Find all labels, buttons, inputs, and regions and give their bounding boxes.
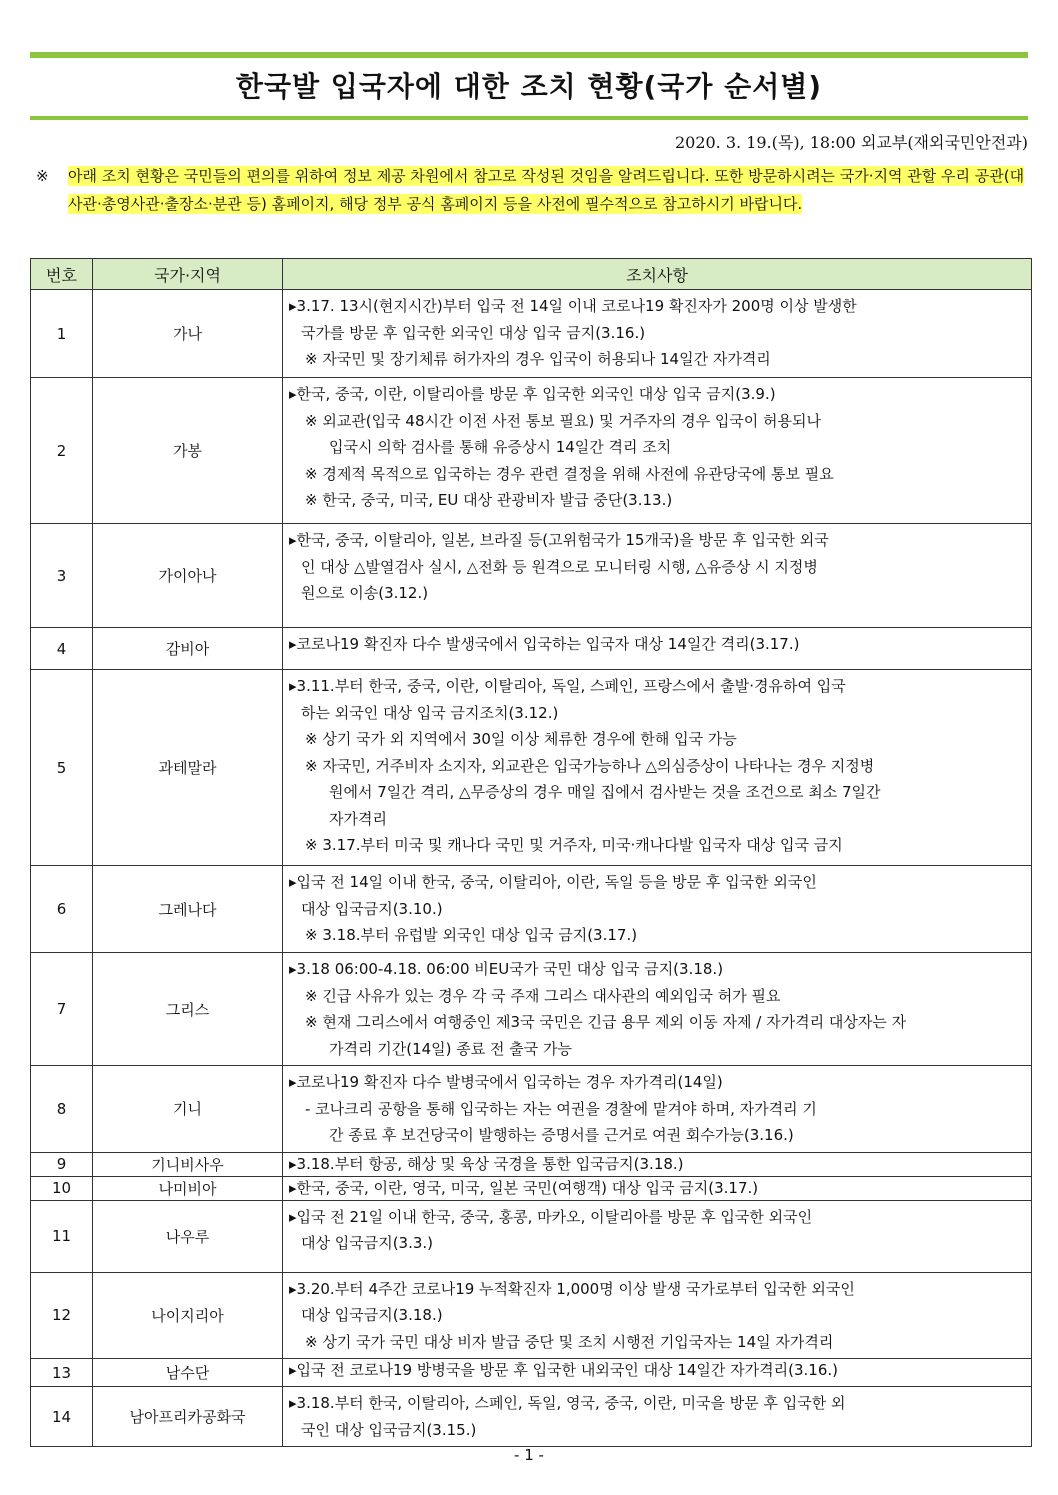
table-row: [31, 1359, 1032, 1387]
row-country: 남수단: [93, 1359, 283, 1387]
row-number: 14: [31, 1387, 93, 1447]
measure-line: 국가를 방문 후 입국한 외국인 대상 입국 금지(3.16.): [301, 323, 646, 342]
row-country: 가봉: [93, 378, 283, 524]
date-line: 2020. 3. 19.(목), 18:00 외교부(재외국민안전과): [674, 133, 1028, 152]
row-country: 가이아나: [93, 524, 283, 628]
notice: [36, 162, 1026, 218]
row-number: 3: [31, 524, 93, 628]
row-measures: [283, 670, 1032, 866]
row-measures: [283, 1200, 1032, 1272]
row-number: 12: [31, 1272, 93, 1359]
measure-line: ※ 긴급 사유가 있는 경우 각 국 주재 그리스 대사관의 예외입국 허가 필요: [305, 986, 781, 1005]
measure-line: 자가격리: [329, 809, 387, 828]
row-measures: [283, 290, 1032, 378]
row-number: 1: [31, 290, 93, 378]
measure-line: ※ 3.17.부터 미국 및 캐나다 국민 및 거주자, 미국·캐나다발 입국자 대상 입국 금지: [305, 836, 843, 854]
measure-line: ※ 경제적 목적으로 입국하는 경우 관련 결정을 위해 사전에 유관당국에 통보 필요: [305, 464, 834, 483]
measure-line: ▸3.18 06:00-4.18. 06:00 비EU국가 국민 대상 입국 금지(3.18.): [289, 960, 724, 978]
measure-line: ▸코로나19 확진자 다수 발생국에서 입국하는 입국자 대상 14일간 격리(3.17.): [289, 635, 800, 653]
row-measures: [283, 1176, 1032, 1200]
table-row: [31, 1387, 1032, 1447]
measure-line: ▸입국 전 21일 이내 한국, 중국, 홍콩, 마카오, 이탈리아를 방문 후 입국한 외국인: [289, 1207, 813, 1226]
measure-line: 원에서 7일간 격리, △무증상의 경우 매일 집에서 검사받는 것을 조건으로 최소 7일간: [329, 783, 881, 801]
row-country: 기니: [93, 1066, 283, 1153]
row-number: 13: [31, 1359, 93, 1387]
table-row: [31, 1176, 1032, 1200]
header-measures: 조치사항: [283, 259, 1032, 290]
table-body: [31, 290, 1032, 1447]
measure-line: 대상 입국금지(3.10.): [301, 899, 443, 918]
measure-line: ※ 현재 그리스에서 여행중인 제3국 국민은 긴급 용무 제외 이동 자제 / 자가격리 대상자는 자: [305, 1013, 907, 1031]
page-number: - 1 -: [514, 1446, 544, 1464]
measure-line: ▸3.20.부터 4주간 코로나19 누적확진자 1,000명 이상 발생 국가로부터 입국한 외국인: [289, 1279, 855, 1298]
measure-line: ※ 외교관(입국 48시간 이전 사전 통보 필요) 및 거주자의 경우 입국이 허용되나: [305, 411, 822, 430]
measure-line: ※ 3.18.부터 유럽발 외국인 대상 입국 금지(3.17.): [305, 926, 638, 944]
table-row: [31, 1066, 1032, 1153]
measure-line: ※ 상기 국가 국민 대상 비자 발급 중단 및 조치 시행전 기입국자는 14일 자가격리: [305, 1332, 834, 1351]
measure-line: 간 종료 후 보건당국이 발행하는 증명서를 근거로 여권 회수가능(3.16.): [329, 1126, 794, 1144]
measure-line: 원으로 이송(3.12.): [301, 584, 429, 602]
measure-line: ※ 한국, 중국, 미국, EU 대상 관광비자 발급 중단(3.13.): [305, 491, 673, 509]
table-row: [31, 1200, 1032, 1272]
measure-line: 가격리 기간(14일) 종료 전 출국 가능: [329, 1039, 573, 1058]
measure-line: ▸코로나19 확진자 다수 발병국에서 입국하는 경우 자가격리(14일): [289, 1073, 723, 1091]
measure-line: - 코나크리 공항을 통해 입국하는 자는 여권을 경찰에 맡겨야 하며, 자가격리 기: [305, 1099, 817, 1118]
table-row: [31, 378, 1032, 524]
row-measures: [283, 628, 1032, 670]
title-bottom-rule: [30, 116, 1028, 120]
notice-mark: ※: [36, 167, 49, 185]
measure-line: ▸한국, 중국, 이란, 이탈리아를 방문 후 입국한 외국인 대상 입국 금지(3.9.): [289, 385, 776, 403]
row-measures: [283, 1152, 1032, 1176]
table-row: [31, 524, 1032, 628]
row-number: 7: [31, 953, 93, 1066]
row-number: 9: [31, 1152, 93, 1176]
measure-line: 하는 외국인 대상 입국 금지조치(3.12.): [301, 703, 559, 722]
table-row: [31, 670, 1032, 866]
title-top-rule: [30, 52, 1028, 58]
measure-line: ▸3.18.부터 한국, 이탈리아, 스페인, 독일, 영국, 중국, 이란, 미국을 방문 후 입국한 외: [289, 1394, 846, 1412]
measure-line: 대상 입국금지(3.3.): [301, 1234, 434, 1252]
table-row: [31, 1272, 1032, 1359]
row-measures: [283, 1066, 1032, 1153]
header-country: 국가·지역: [93, 259, 283, 290]
row-country: 감비아: [93, 628, 283, 670]
row-country: 기니비사우: [93, 1152, 283, 1176]
table-header-row: [31, 259, 1032, 290]
measure-line: ※ 자국민, 거주비자 소지자, 외교관은 입국가능하나 △의심증상이 나타나는 경우 지정병: [305, 756, 875, 775]
measure-line: ※ 상기 국가 외 지역에서 30일 이상 체류한 경우에 한해 입국 가능: [305, 730, 737, 748]
row-measures: [283, 1359, 1032, 1387]
page-title: 한국발 입국자에 대한 조치 현황(국가 순서별): [235, 70, 823, 103]
row-number: 4: [31, 628, 93, 670]
measure-line: 대상 입국금지(3.18.): [301, 1306, 443, 1324]
measure-line: ▸입국 전 코로나19 방병국을 방문 후 입국한 내외국인 대상 14일간 자가격리(3.16.): [289, 1361, 838, 1379]
measure-line: ▸한국, 중국, 이탈리아, 일본, 브라질 등(고위험국가 15개국)을 방문 후 입국한 외국: [289, 531, 829, 549]
table-row: [31, 866, 1032, 953]
measure-line: ▸한국, 중국, 이란, 영국, 미국, 일본 국민(여행객) 대상 입국 금지(3.17.): [289, 1178, 759, 1197]
row-number: 6: [31, 866, 93, 953]
table-row: [31, 628, 1032, 670]
table-row: [31, 290, 1032, 378]
measure-line: 국인 대상 입국금지(3.15.): [301, 1420, 477, 1439]
table-row: [31, 1152, 1032, 1176]
row-measures: [283, 866, 1032, 953]
row-measures: [283, 524, 1032, 628]
row-measures: [283, 1272, 1032, 1359]
row-country: 나우루: [93, 1200, 283, 1272]
table-row: [31, 953, 1032, 1066]
row-country: 그레나다: [93, 866, 283, 953]
header-no: 번호: [31, 259, 93, 290]
row-country: 나이지리아: [93, 1272, 283, 1359]
row-country: 나미비아: [93, 1176, 283, 1200]
measure-line: ▸3.18.부터 항공, 해상 및 육상 국경을 통한 입국금지(3.18.): [289, 1154, 684, 1173]
measure-line: ▸입국 전 14일 이내 한국, 중국, 이탈리아, 이란, 독일 등을 방문 후 입국한 외국인: [289, 873, 817, 891]
measures-table: [30, 258, 1032, 1447]
measure-line: ▸3.11.부터 한국, 중국, 이란, 이탈리아, 독일, 스페인, 프랑스에서 출발·경유하여 입국: [289, 677, 846, 695]
row-country: 가나: [93, 290, 283, 378]
row-number: 2: [31, 378, 93, 524]
row-country: 과테말라: [93, 670, 283, 866]
row-number: 10: [31, 1176, 93, 1200]
measure-line: ▸3.17. 13시(현지시간)부터 입국 전 14일 이내 코로나19 확진자가 200명 이상 발생한: [289, 297, 857, 315]
row-country: 그리스: [93, 953, 283, 1066]
row-measures: [283, 1387, 1032, 1447]
row-measures: [283, 953, 1032, 1066]
measure-line: ※ 자국민 및 장기체류 허가자의 경우 입국이 허용되나 14일간 자가격리: [305, 350, 771, 368]
row-measures: [283, 378, 1032, 524]
row-country: 남아프리카공화국: [93, 1387, 283, 1447]
notice-text: 아래 조치 현황은 국민들의 편의를 위하여 정보 제공 차원에서 참고로 작성된 것임을 알려드립니다. 또한 방문하시려는 국가·지역 관할 우리 공관(대사관·총영사관·출장소·분관 등) 홈페이지, 해당 정부 공식 홈페이지 등을 사전에 필수적으로 참고하시기 바랍니다.: [68, 167, 1025, 213]
measure-line: 입국시 의학 검사를 통해 유증상시 14일간 격리 조치: [329, 438, 672, 456]
row-number: 8: [31, 1066, 93, 1153]
row-number: 5: [31, 670, 93, 866]
measure-line: 인 대상 △발열검사 실시, △전화 등 원격으로 모니터링 시행, △유증상 시 지정병: [301, 557, 818, 576]
row-number: 11: [31, 1200, 93, 1272]
